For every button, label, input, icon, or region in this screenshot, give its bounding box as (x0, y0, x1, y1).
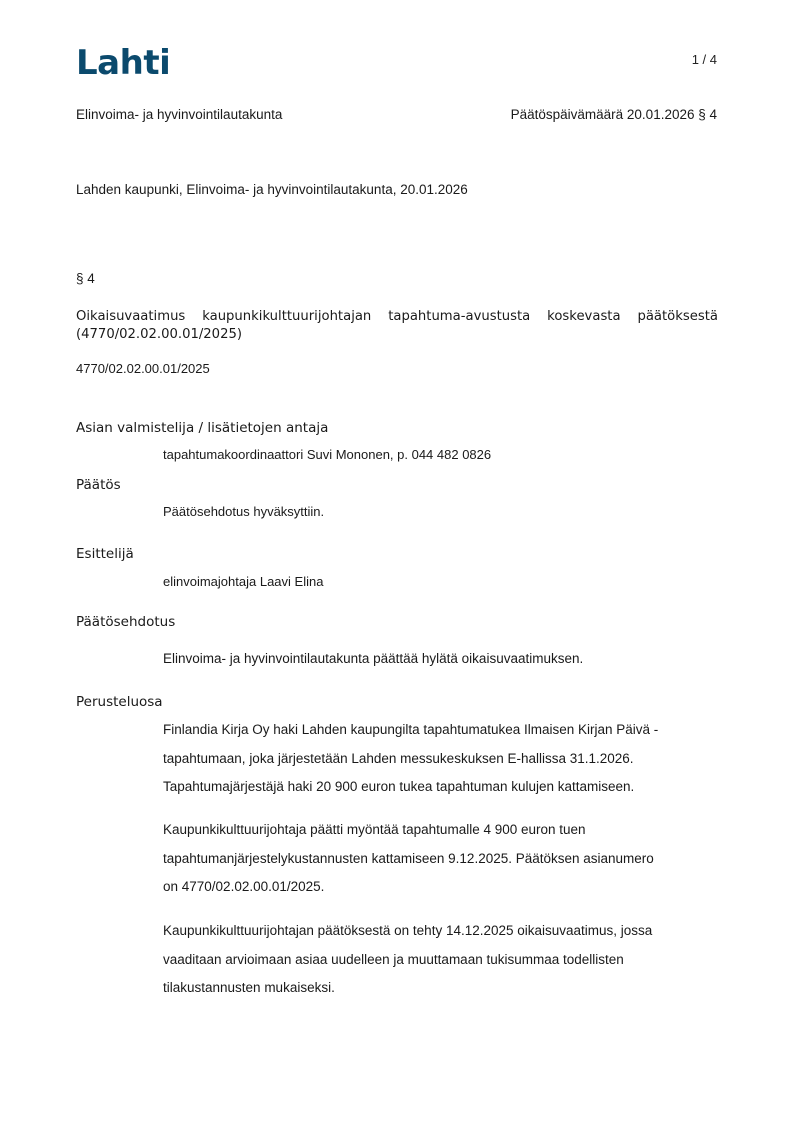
preparer-label: Asian valmistelija / lisätietojen antaja (76, 420, 329, 436)
document-title (76, 308, 718, 344)
paragraph-line: Tapahtumajärjestäjä haki 20 900 euron tukea tapahtuman kulujen kattamiseen. (163, 779, 635, 794)
rationale-paragraph-1 (163, 716, 723, 802)
proposal-value: Elinvoima- ja hyvinvointilautakunta päättää hylätä oikaisuvaatimuksen. (163, 651, 584, 666)
presenter-value: elinvoimajohtaja Laavi Elina (163, 574, 324, 589)
decision-date: Päätöspäivämäärä 20.01.2026 § 4 (510, 107, 717, 122)
paragraph-line: Kaupunkikulttuurijohtajan päätöksestä on tehty 14.12.2025 oikaisuvaatimus, jossa (163, 923, 653, 938)
paragraph-line: tapahtumaan, joka järjestetään Lahden messukeskuksen E-hallissa 31.1.2026. (163, 750, 634, 766)
preparer-value: tapahtumakoordinaattori Suvi Mononen, p. 044 482 0826 (163, 447, 492, 462)
paragraph-line: vaaditaan arvioimaan asiaa uudelleen ja muuttamaan tukisummaa todellisten (163, 951, 624, 967)
title-line-2: (4770/02.02.00.01/2025) (76, 327, 242, 342)
decision-label: Päätös (76, 477, 121, 493)
committee-name: Elinvoima- ja hyvinvointilautakunta (76, 107, 283, 122)
page-indicator: 1 / 4 (691, 52, 717, 67)
rationale-paragraph-3 (163, 917, 723, 1003)
case-number: 4770/02.02.00.01/2025 (76, 361, 210, 376)
paragraph-line: tilakustannusten mukaiseksi. (163, 980, 335, 995)
section-number: § 4 (76, 271, 95, 286)
city-committee-line: Lahden kaupunki, Elinvoima- ja hyvinvointilautakunta, 20.01.2026 (76, 182, 468, 197)
title-line-1: Oikaisuvaatimus kaupunkikulttuurijohtajan tapahtuma-avustusta koskevasta päätöksestä (76, 309, 718, 324)
proposal-label: Päätösehdotus (76, 614, 176, 630)
rationale-label: Perusteluosa (76, 694, 163, 710)
decision-value: Päätösehdotus hyväksyttiin. (163, 504, 325, 519)
paragraph-line: tapahtumanjärjestelykustannusten kattamiseen 9.12.2025. Päätöksen asianumero (163, 850, 654, 866)
paragraph-line: Kaupunkikulttuurijohtaja päätti myöntää tapahtumalle 4 900 euron tuen (163, 822, 586, 837)
paragraph-line: Finlandia Kirja Oy haki Lahden kaupungilta tapahtumatukea Ilmaisen Kirjan Päivä - (163, 722, 659, 737)
rationale-paragraph-2 (163, 816, 723, 902)
paragraph-line: on 4770/02.02.00.01/2025. (163, 879, 325, 894)
lahti-logo: Lahti (76, 43, 171, 83)
presenter-label: Esittelijä (76, 546, 134, 562)
